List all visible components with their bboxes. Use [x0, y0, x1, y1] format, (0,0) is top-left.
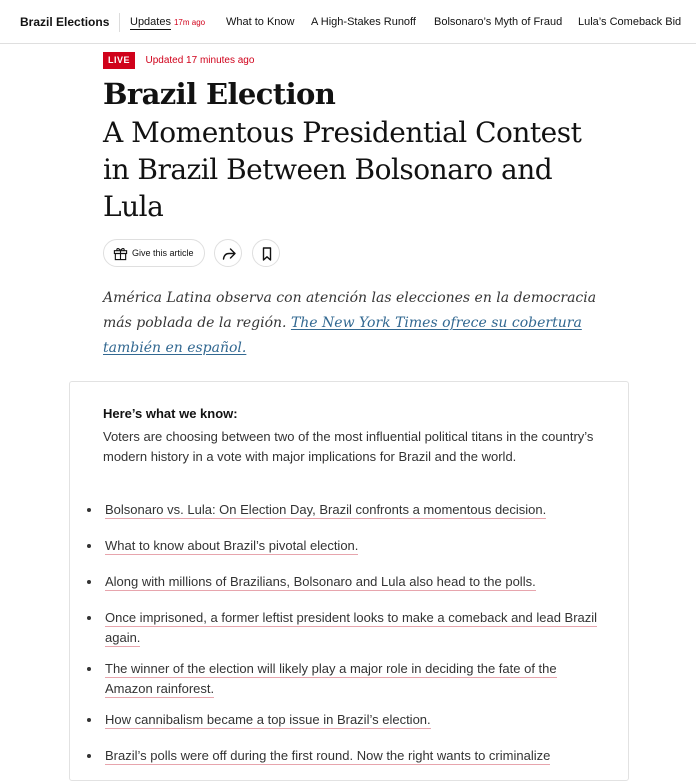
bookmark-icon	[259, 246, 275, 262]
list-item-text: Along with millions of Brazilians, Bolsonaro and Lula also head to the polls.	[105, 574, 536, 589]
nav-link-runoff[interactable]: A High-Stakes Runoff	[311, 16, 416, 28]
top-nav	[0, 0, 696, 44]
give-article-button[interactable]	[103, 239, 205, 267]
bullet-icon	[87, 754, 91, 758]
nav-updates-link[interactable]	[130, 15, 205, 30]
nav-updates-time: 17m ago	[173, 18, 206, 27]
live-updated-time: Updated 17 minutes ago	[145, 55, 255, 67]
list-item-link[interactable]	[105, 500, 605, 520]
bullet-icon	[87, 718, 91, 722]
list-item-link[interactable]	[105, 608, 605, 648]
bullet-icon	[87, 580, 91, 584]
list-item-text: Bolsonaro vs. Lula: On Election Day, Brazil confronts a momentous decision.	[105, 502, 547, 517]
nav-brand[interactable]: Brazil Elections	[20, 15, 110, 29]
article-kicker: Brazil Election	[103, 77, 336, 111]
bullet-icon	[87, 544, 91, 548]
list-item-link[interactable]	[105, 710, 605, 730]
what-we-know-box	[69, 381, 629, 781]
list-item-link[interactable]	[105, 746, 605, 766]
give-article-label: Give this article	[132, 248, 194, 258]
nav-divider	[119, 13, 120, 32]
nav-link-comeback-bid[interactable]: Lula’s Comeback Bid	[578, 16, 682, 28]
save-button[interactable]	[252, 239, 280, 267]
bullet-icon	[87, 667, 91, 671]
list-item-text: What to know about Brazil’s pivotal election.	[105, 538, 359, 553]
nav-link-myth-of-fraud[interactable]: Bolsonaro’s Myth of Fraud	[434, 16, 563, 28]
list-item-link[interactable]	[105, 572, 605, 592]
list-item-text: How cannibalism became a top issue in Brazil’s election.	[105, 712, 431, 727]
list-item-link[interactable]	[105, 659, 605, 699]
what-we-know-intro: Voters are choosing between two of the most influential political titans in the country’s modern history in a vote with major implications for Brazil and the world.	[103, 429, 594, 464]
bullet-icon	[87, 508, 91, 512]
what-we-know-title: Here’s what we know:	[103, 406, 238, 421]
article-summary	[103, 286, 623, 361]
spanish-coverage-link[interactable]: The New York Times ofrece su cobertura también en español.	[103, 315, 582, 356]
bullet-icon	[87, 616, 91, 620]
gift-icon	[113, 246, 128, 261]
share-arrow-icon	[221, 246, 237, 262]
list-item-text: Brazil’s polls were off during the first round. Now the right wants to criminalize	[105, 748, 551, 763]
share-button[interactable]	[214, 239, 242, 267]
nav-updates-label: Updates	[130, 16, 171, 28]
list-item-text: The winner of the election will likely play a major role in deciding the fate of the Amazon rainforest.	[105, 661, 557, 696]
list-item-link[interactable]	[105, 536, 605, 556]
live-badge: LIVE	[103, 52, 135, 69]
summary-text: América Latina observa con atención las elecciones en la democracia más poblada de la región.	[103, 290, 597, 331]
article-headline: A Momentous Presidential Contest in Brazil Between Bolsonaro and Lula	[103, 116, 582, 223]
list-item-text: Once imprisoned, a former leftist president looks to make a comeback and lead Brazil again.	[105, 610, 598, 645]
live-status-row	[103, 52, 254, 70]
nav-link-what-to-know[interactable]: What to Know	[226, 16, 295, 28]
